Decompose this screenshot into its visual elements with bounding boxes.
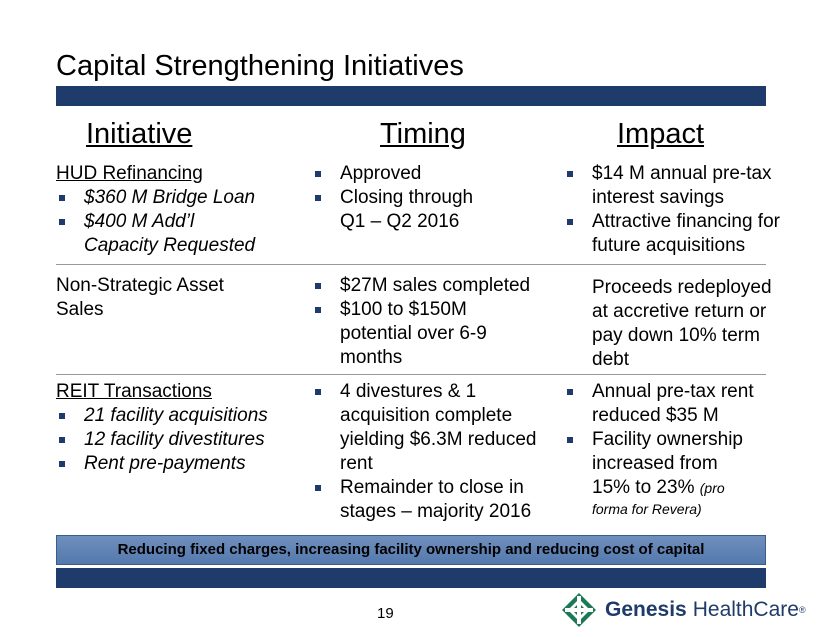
row1-impact-bullet-cont: interest savings [592,187,725,208]
logo-name-regular: HealthCare [692,598,799,621]
row2-impact-line: debt [592,349,629,370]
column-header-initiative: Initiative [86,118,193,150]
row3-impact-note: (pro [699,480,725,496]
row1-timing-bullet: Approved [312,162,473,186]
row2-timing-bullet: $100 to $150M [312,298,530,322]
row1-initiative-bullet: $400 M Add’l [56,210,255,234]
logo-name-bold: Genesis [605,598,687,621]
row3-timing-bullet-cont: rent [340,453,373,474]
row3-impact-bullet-cont: increased from [592,453,718,474]
row3-initiative-bullet: Rent pre-payments [56,452,268,476]
row2-initiative-line: Non-Strategic Asset [56,275,224,296]
genesis-logo [561,592,806,628]
row2-impact-line: at accretive return or [592,301,767,322]
row3-timing-bullet-cont: acquisition complete [340,405,513,426]
row3-initiative-bullet: 21 facility acquisitions [56,404,268,428]
row2-impact [592,276,772,372]
row1-timing-bullet-cont: Q1 – Q2 2016 [340,211,460,232]
row3-timing-bullet: Remainder to close in [312,476,536,500]
row3-impact-bullet-cont [564,476,754,500]
slide-title: Capital Strengthening Initiatives [56,50,464,82]
row3-timing-bullet-cont: stages – majority 2016 [340,501,532,522]
row3-initiative-title: REIT Transactions [56,381,212,402]
row1-timing [312,162,473,234]
row3-initiative [56,380,268,476]
row3-impact [564,380,754,518]
row2-timing-bullet: $27M sales completed [312,274,530,298]
logo-registered-mark: ® [798,605,806,615]
row3-initiative-bullet: 12 facility divestitures [56,428,268,452]
row2-impact-line: pay down 10% term [592,325,760,346]
genesis-logo-icon [561,592,597,628]
row1-initiative [56,162,255,258]
row2-initiative-line: Sales [56,299,104,320]
page-number: 19 [377,605,394,622]
row2-timing-bullet-cont: potential over 6-9 [340,323,487,344]
column-header-impact: Impact [617,118,705,150]
row2-impact-line: Proceeds redeployed [592,277,772,298]
row3-impact-bullet: Facility ownership [564,428,754,452]
row3-impact-bullet: Annual pre-tax rent [564,380,754,404]
row2-timing [312,274,530,370]
row3-timing-bullet-cont: yielding $6.3M reduced [340,429,537,450]
row3-impact-bullet-cont: reduced $35 M [592,405,719,426]
row2-initiative [56,274,224,322]
row1-impact [564,162,780,258]
row1-initiative-bullet-cont: Capacity Requested [84,235,256,256]
footer-bar [56,568,766,588]
row1-initiative-title: HUD Refinancing [56,163,203,184]
summary-banner: Reducing fixed charges, increasing facility ownership and reducing cost of capital [56,535,766,565]
column-header-timing: Timing [380,118,466,150]
title-bar [56,86,766,106]
row3-timing [312,380,536,524]
row3-timing-bullet: 4 divestures & 1 [312,380,536,404]
row1-initiative-bullet: $360 M Bridge Loan [56,186,255,210]
row3-impact-value: 15% to 23% [592,477,695,498]
row3-impact-note-cont: forma for Revera) [592,501,702,517]
row1-impact-bullet: $14 M annual pre-tax [564,162,780,186]
row1-impact-bullet: Attractive financing for [564,210,780,234]
row1-impact-bullet-cont: future acquisitions [592,235,746,256]
row1-timing-bullet: Closing through [312,186,473,210]
row-divider [56,374,766,375]
row2-timing-bullet-cont: months [340,347,403,368]
row-divider [56,264,766,265]
